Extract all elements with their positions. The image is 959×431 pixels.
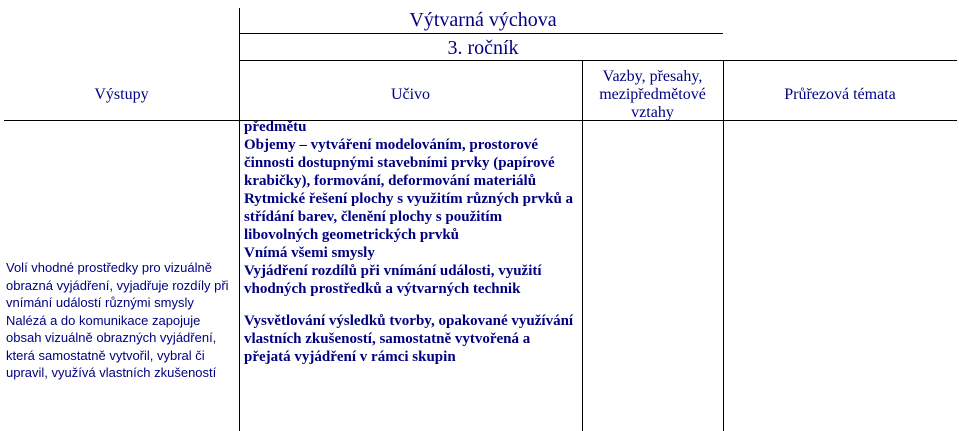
subject-title: Výtvarná výchova (409, 9, 557, 31)
outcomes-cell (6, 259, 234, 382)
links-header-line-3: vztahy (631, 104, 674, 121)
outcome-item: Volí vhodné prostředky pro vizuálně obrazná vyjádření, vyjadřuje rozdíly při vnímání událostí různými smysly (6, 260, 229, 310)
curriculum-spacer (244, 298, 574, 312)
curriculum-item: Objemy – vytváření modelováním, prostorové činnosti dostupnými stavebními prvky (papírové krabičky), formování, deformování materiálů (244, 137, 555, 189)
grade-title: 3. ročník (447, 37, 519, 59)
column-header-curriculum: Učivo (390, 86, 431, 103)
outcome-item: Nalézá a do komunikace zapojuje obsah vizuálně obrazných vyjádření, která samostatně vytvořil, vybral či upravil, využívá vlastních zkušeností (6, 312, 217, 380)
links-header-line-2: mezipředmětové (599, 86, 706, 103)
column-header-outcomes: Výstupy (94, 86, 149, 103)
column-header-links (582, 68, 723, 122)
title-divider (239, 33, 723, 34)
column-divider-3 (723, 60, 724, 431)
curriculum-item: Vysvětlování výsledků tvorby, opakované využívání vlastních zkušeností, samostatně vytvořená a přejatá vyjádření v rámci skupin (244, 313, 574, 365)
curriculum-item: předmětu (244, 119, 307, 135)
column-divider-1 (239, 8, 240, 431)
links-header-line-1: Vazby, přesahy, (602, 68, 703, 85)
curriculum-item: Vnímá všemi smysly (244, 245, 375, 261)
curriculum-item: Rytmické řešení plochy s využitím různých prvků a střídání barev, členění plochy s použitím libovolných geometrických prvků (244, 191, 574, 243)
curriculum-item: Vyjádření rozdílů při vnímání události, využití vhodných prostředků a výtvarných technik (244, 263, 542, 297)
grade-divider (239, 60, 957, 61)
curriculum-cell (244, 118, 574, 366)
column-header-cross-topics: Průřezová témata (784, 86, 896, 103)
